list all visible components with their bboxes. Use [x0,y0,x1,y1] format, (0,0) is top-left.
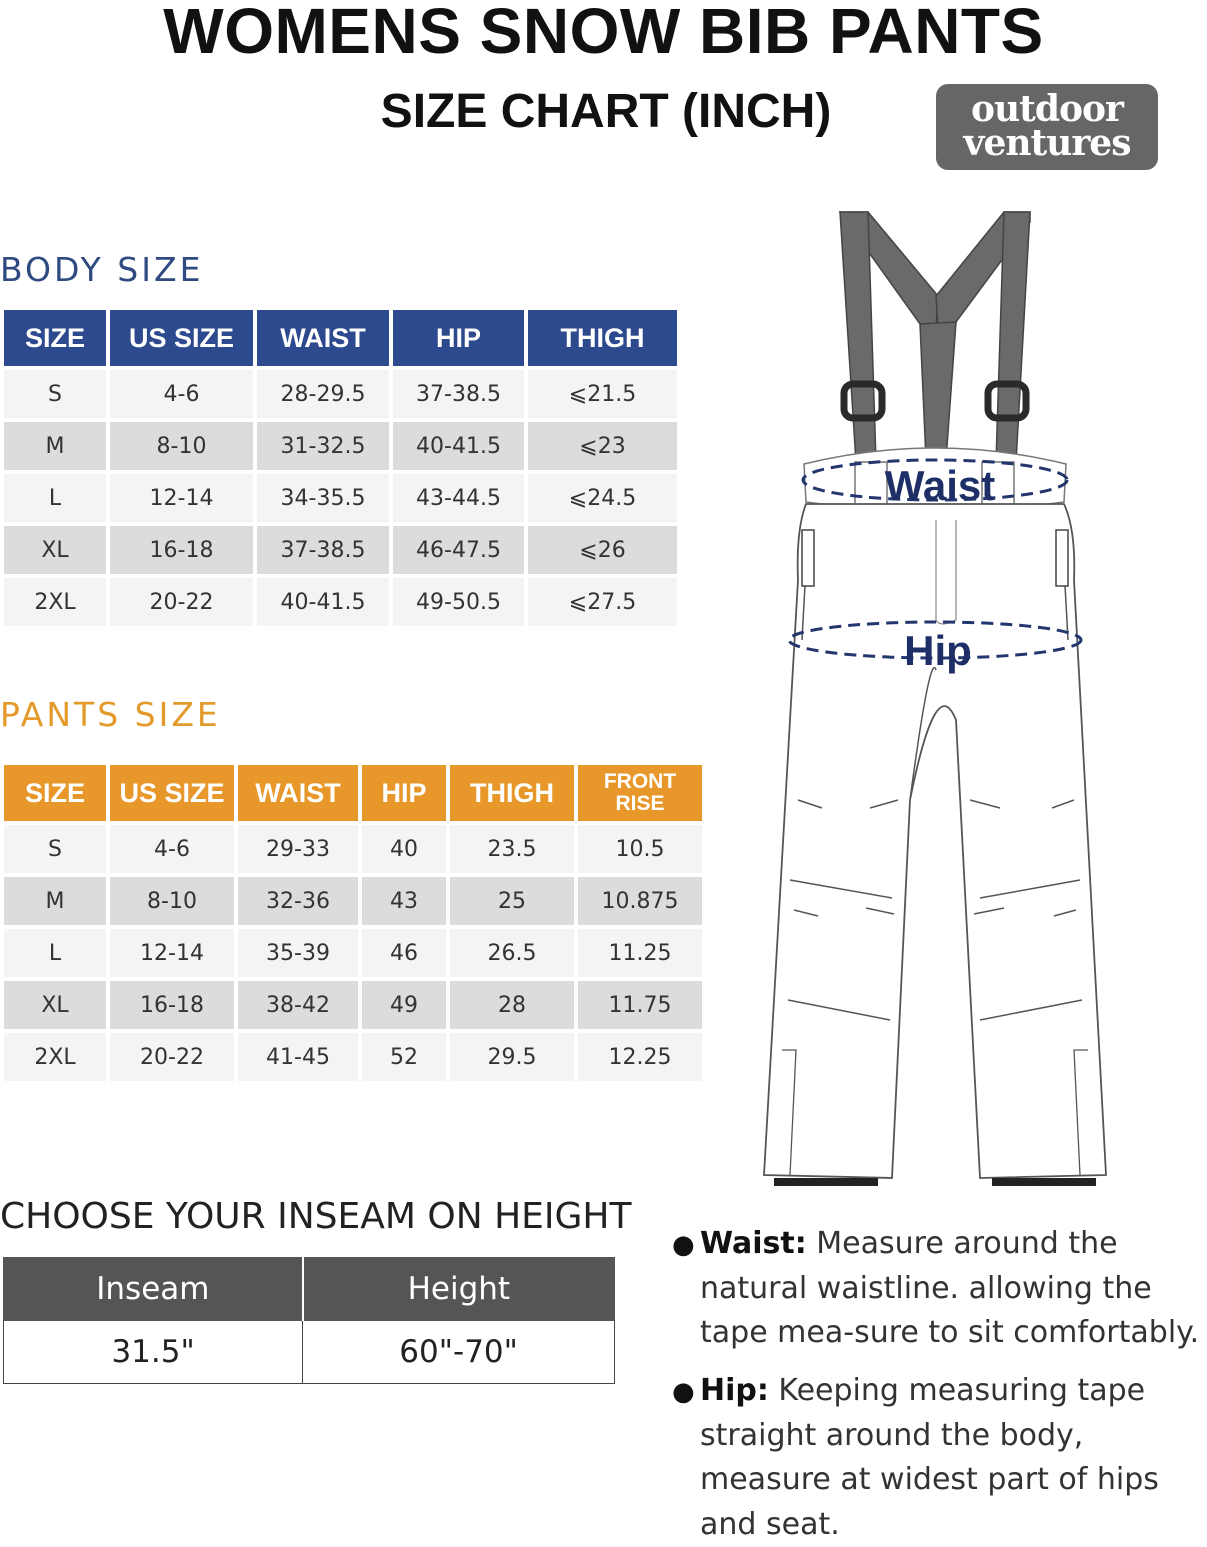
suspenders-illustration [840,212,1030,462]
table-cell: ⩽24.5 [528,474,677,522]
table-row [4,526,677,574]
table-cell: 2XL [4,578,106,626]
inseam-value: 31.5" [4,1321,303,1384]
table-cell: 52 [362,1033,446,1081]
table-cell: XL [4,526,106,574]
table-cell: XL [4,981,106,1029]
table-row [4,1321,615,1384]
header-cell: HIP [393,310,524,366]
header-cell: FRONT RISE [578,765,702,821]
table-cell: S [4,370,106,418]
body-size-table [0,306,681,630]
brand-logo [936,84,1158,170]
pants-size-title: PANTS SIZE [0,695,221,734]
bullet-icon: ● [672,1230,695,1260]
hip-note-text: Keeping measuring tape straight around the body, measure at widest part of hips and seat. [700,1373,1159,1542]
table-cell: 28 [450,981,574,1029]
table-cell: 49-50.5 [393,578,524,626]
header-cell: WAIST [257,310,389,366]
table-row [4,1033,702,1081]
table-cell: 2XL [4,1033,106,1081]
table-cell: 16-18 [110,981,234,1029]
inseam-table [3,1257,615,1384]
table-cell: 12-14 [110,929,234,977]
table-cell: ⩽23 [528,422,677,470]
table-cell: 32-36 [238,877,358,925]
table-cell: 10.5 [578,825,702,873]
table-cell: 11.25 [578,929,702,977]
table-row [4,474,677,522]
pants-size-header-row [4,765,702,821]
table-cell: 8-10 [110,877,234,925]
table-cell: 43-44.5 [393,474,524,522]
height-header: Height [303,1258,615,1321]
height-value: 60"-70" [303,1321,615,1384]
body-size-title: BODY SIZE [0,250,204,289]
table-cell: 23.5 [450,825,574,873]
logo-line-2: ventures [963,122,1131,164]
waist-note-text: Measure around the natural waistline. allowing the tape mea-sure to sit comfortably. [700,1226,1200,1350]
table-row [4,422,677,470]
table-cell: S [4,825,106,873]
header-cell: US SIZE [110,310,253,366]
inseam-header: Inseam [4,1258,303,1321]
pants-body-illustration [764,504,1106,1186]
table-cell: L [4,474,106,522]
table-row [4,578,677,626]
table-cell: 8-10 [110,422,253,470]
table-cell: 26.5 [450,929,574,977]
table-cell: 25 [450,877,574,925]
table-cell: 12.25 [578,1033,702,1081]
inseam-title: CHOOSE YOUR INSEAM ON HEIGHT [0,1196,632,1237]
table-cell: 37-38.5 [257,526,389,574]
table-cell: 46-47.5 [393,526,524,574]
body-size-header-row [4,310,677,366]
table-row [4,370,677,418]
table-cell: 38-42 [238,981,358,1029]
table-cell: 34-35.5 [257,474,389,522]
waist-note [700,1222,1207,1356]
table-cell: 37-38.5 [393,370,524,418]
waist-note-term: Waist: [700,1226,807,1261]
table-cell: 40-41.5 [257,578,389,626]
header-cell: THIGH [450,765,574,821]
table-cell: 35-39 [238,929,358,977]
header-cell: HIP [362,765,446,821]
waist-label: Waist [884,462,996,509]
page-subtitle: SIZE CHART (INCH) [380,85,832,138]
table-cell: L [4,929,106,977]
table-cell: 4-6 [110,370,253,418]
table-cell: 43 [362,877,446,925]
bib-pants-diagram [760,200,1110,1200]
table-cell: 4-6 [110,825,234,873]
header-cell: SIZE [4,310,106,366]
table-cell: M [4,877,106,925]
hip-label: Hip [904,627,972,674]
table-cell: 16-18 [110,526,253,574]
table-cell: 12-14 [110,474,253,522]
header-cell: SIZE [4,765,106,821]
table-cell: 29-33 [238,825,358,873]
table-cell: 49 [362,981,446,1029]
table-cell: ⩽26 [528,526,677,574]
table-cell: 20-22 [110,1033,234,1081]
table-cell: ⩽21.5 [528,370,677,418]
table-cell: 31-32.5 [257,422,389,470]
header-cell: US SIZE [110,765,234,821]
logo-line-1: outdoor [971,88,1123,130]
inseam-header-row [4,1258,615,1321]
table-cell: 46 [362,929,446,977]
table-cell: M [4,422,106,470]
page-title: WOMENS SNOW BIB PANTS [163,0,1044,67]
hip-note [700,1369,1207,1547]
table-cell: 11.75 [578,981,702,1029]
table-row [4,929,702,977]
header-cell: THIGH [528,310,677,366]
table-cell: 29.5 [450,1033,574,1081]
header-cell: WAIST [238,765,358,821]
table-cell: 20-22 [110,578,253,626]
pants-size-table [0,761,706,1085]
table-cell: 40-41.5 [393,422,524,470]
table-cell: 28-29.5 [257,370,389,418]
table-row [4,981,702,1029]
table-row [4,877,702,925]
table-cell: 40 [362,825,446,873]
table-cell: ⩽27.5 [528,578,677,626]
bullet-icon: ● [672,1377,695,1407]
hip-note-term: Hip: [700,1373,769,1408]
table-row [4,825,702,873]
table-cell: 41-45 [238,1033,358,1081]
table-cell: 10.875 [578,877,702,925]
